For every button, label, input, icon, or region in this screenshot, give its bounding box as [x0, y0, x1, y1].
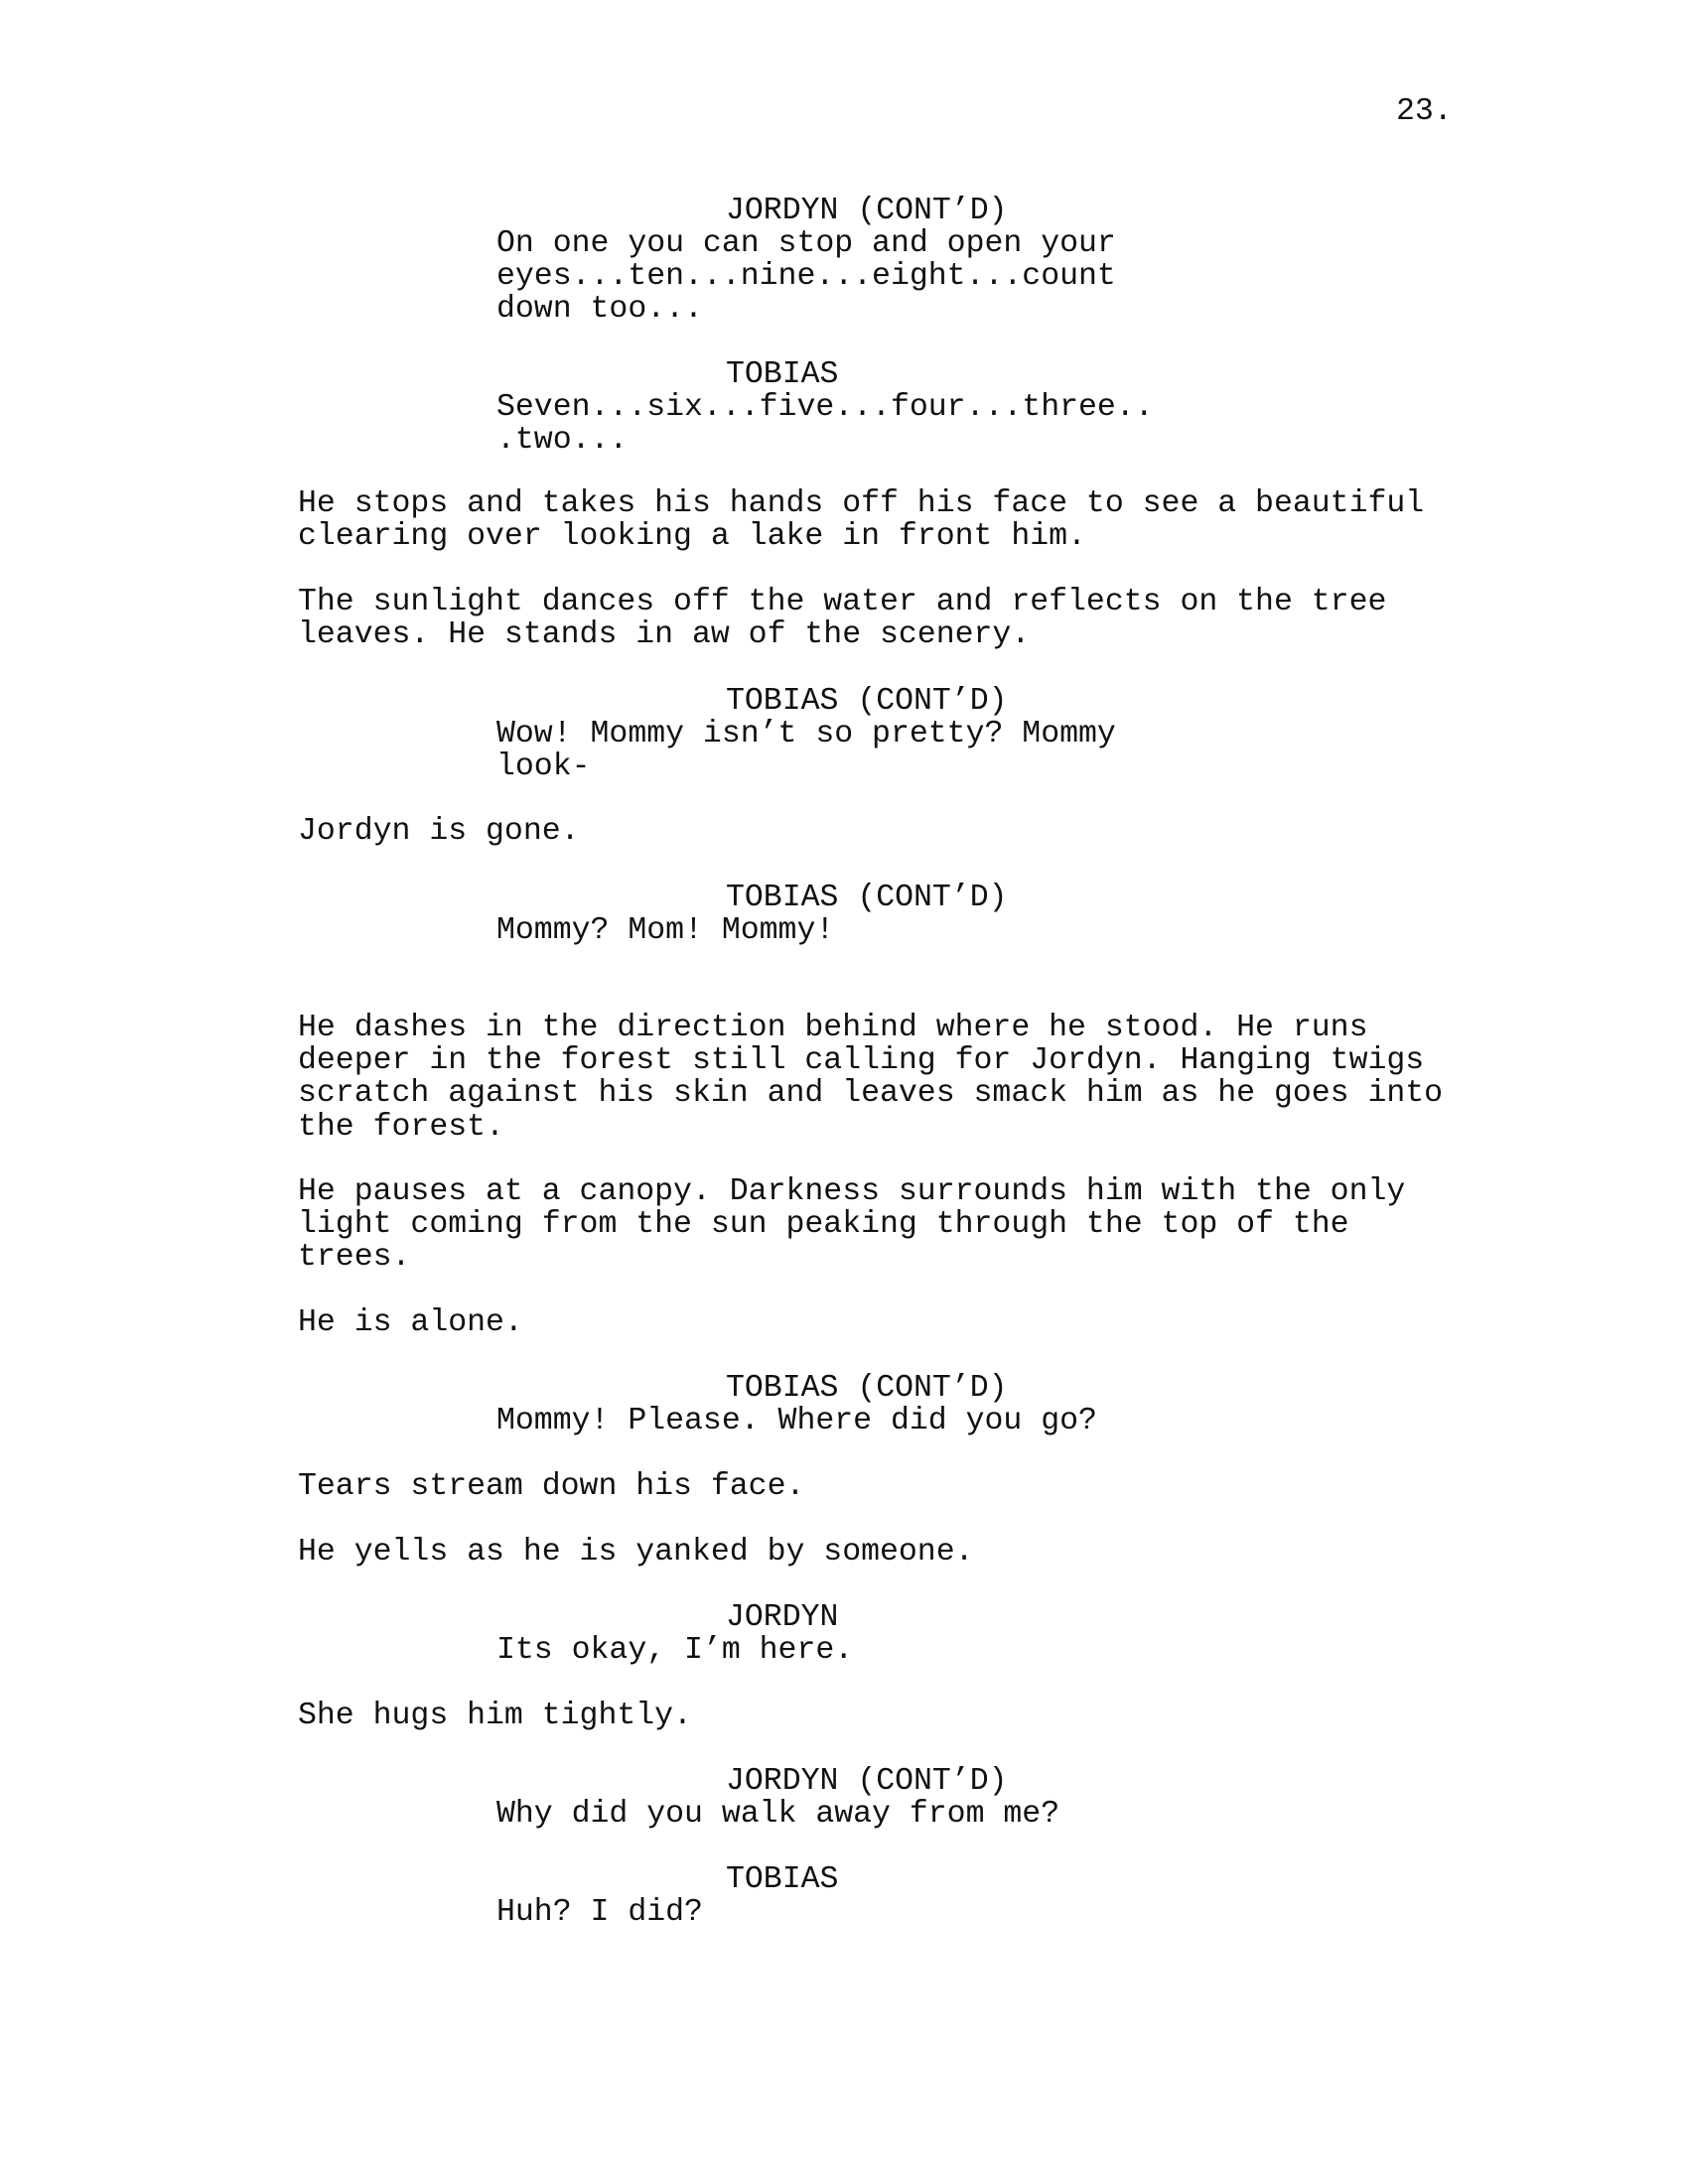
action-line: The sunlight dances off the water and reflects on the tree leaves. He stands in aw of the scenery. [298, 585, 1387, 653]
character-name: JORDYN [726, 1600, 839, 1635]
action-line: Tears stream down his face. [298, 1469, 805, 1504]
character-name: JORDYN (CONT’D) [726, 194, 1008, 228]
action-line: Jordyn is gone. [298, 814, 580, 849]
dialogue: On one you can stop and open your eyes...ten...nine...eight...count down too... [496, 226, 1116, 328]
character-name: JORDYN (CONT’D) [726, 1764, 1008, 1799]
dialogue: Its okay, I’m here. [496, 1633, 854, 1668]
character-name: TOBIAS (CONT’D) [726, 1371, 1008, 1406]
dialogue: Why did you walk away from me? [496, 1797, 1060, 1832]
action-line: He dashes in the direction behind where he stood. He runs deeper in the forest still calling for Jordyn. Hanging twigs scratch against his skin and leaves smack him as he goes into the forest. [298, 1011, 1444, 1145]
action-line: He stops and takes his hands off his face to see a beautiful clearing over looking a lake in front him. [298, 486, 1425, 555]
dialogue: Huh? I did? [496, 1895, 703, 1930]
action-line: He yells as he is yanked by someone. [298, 1535, 974, 1570]
page-number: 23. [1396, 94, 1453, 129]
action-line: He is alone. [298, 1305, 523, 1340]
action-line: She hugs him tightly. [298, 1699, 692, 1733]
character-name: TOBIAS (CONT’D) [726, 684, 1008, 719]
dialogue: Mommy! Please. Where did you go? [496, 1404, 1097, 1438]
dialogue: Wow! Mommy isn’t so pretty? Mommy look- [496, 717, 1116, 785]
character-name: TOBIAS [726, 357, 839, 392]
character-name: TOBIAS (CONT’D) [726, 881, 1008, 915]
dialogue: Seven...six...five...four...three.. .two... [496, 390, 1154, 459]
action-line: He pauses at a canopy. Darkness surrounds him with the only light coming from the sun peaking through the top of the trees. [298, 1174, 1406, 1276]
dialogue: Mommy? Mom! Mommy! [496, 913, 835, 948]
character-name: TOBIAS [726, 1862, 839, 1897]
